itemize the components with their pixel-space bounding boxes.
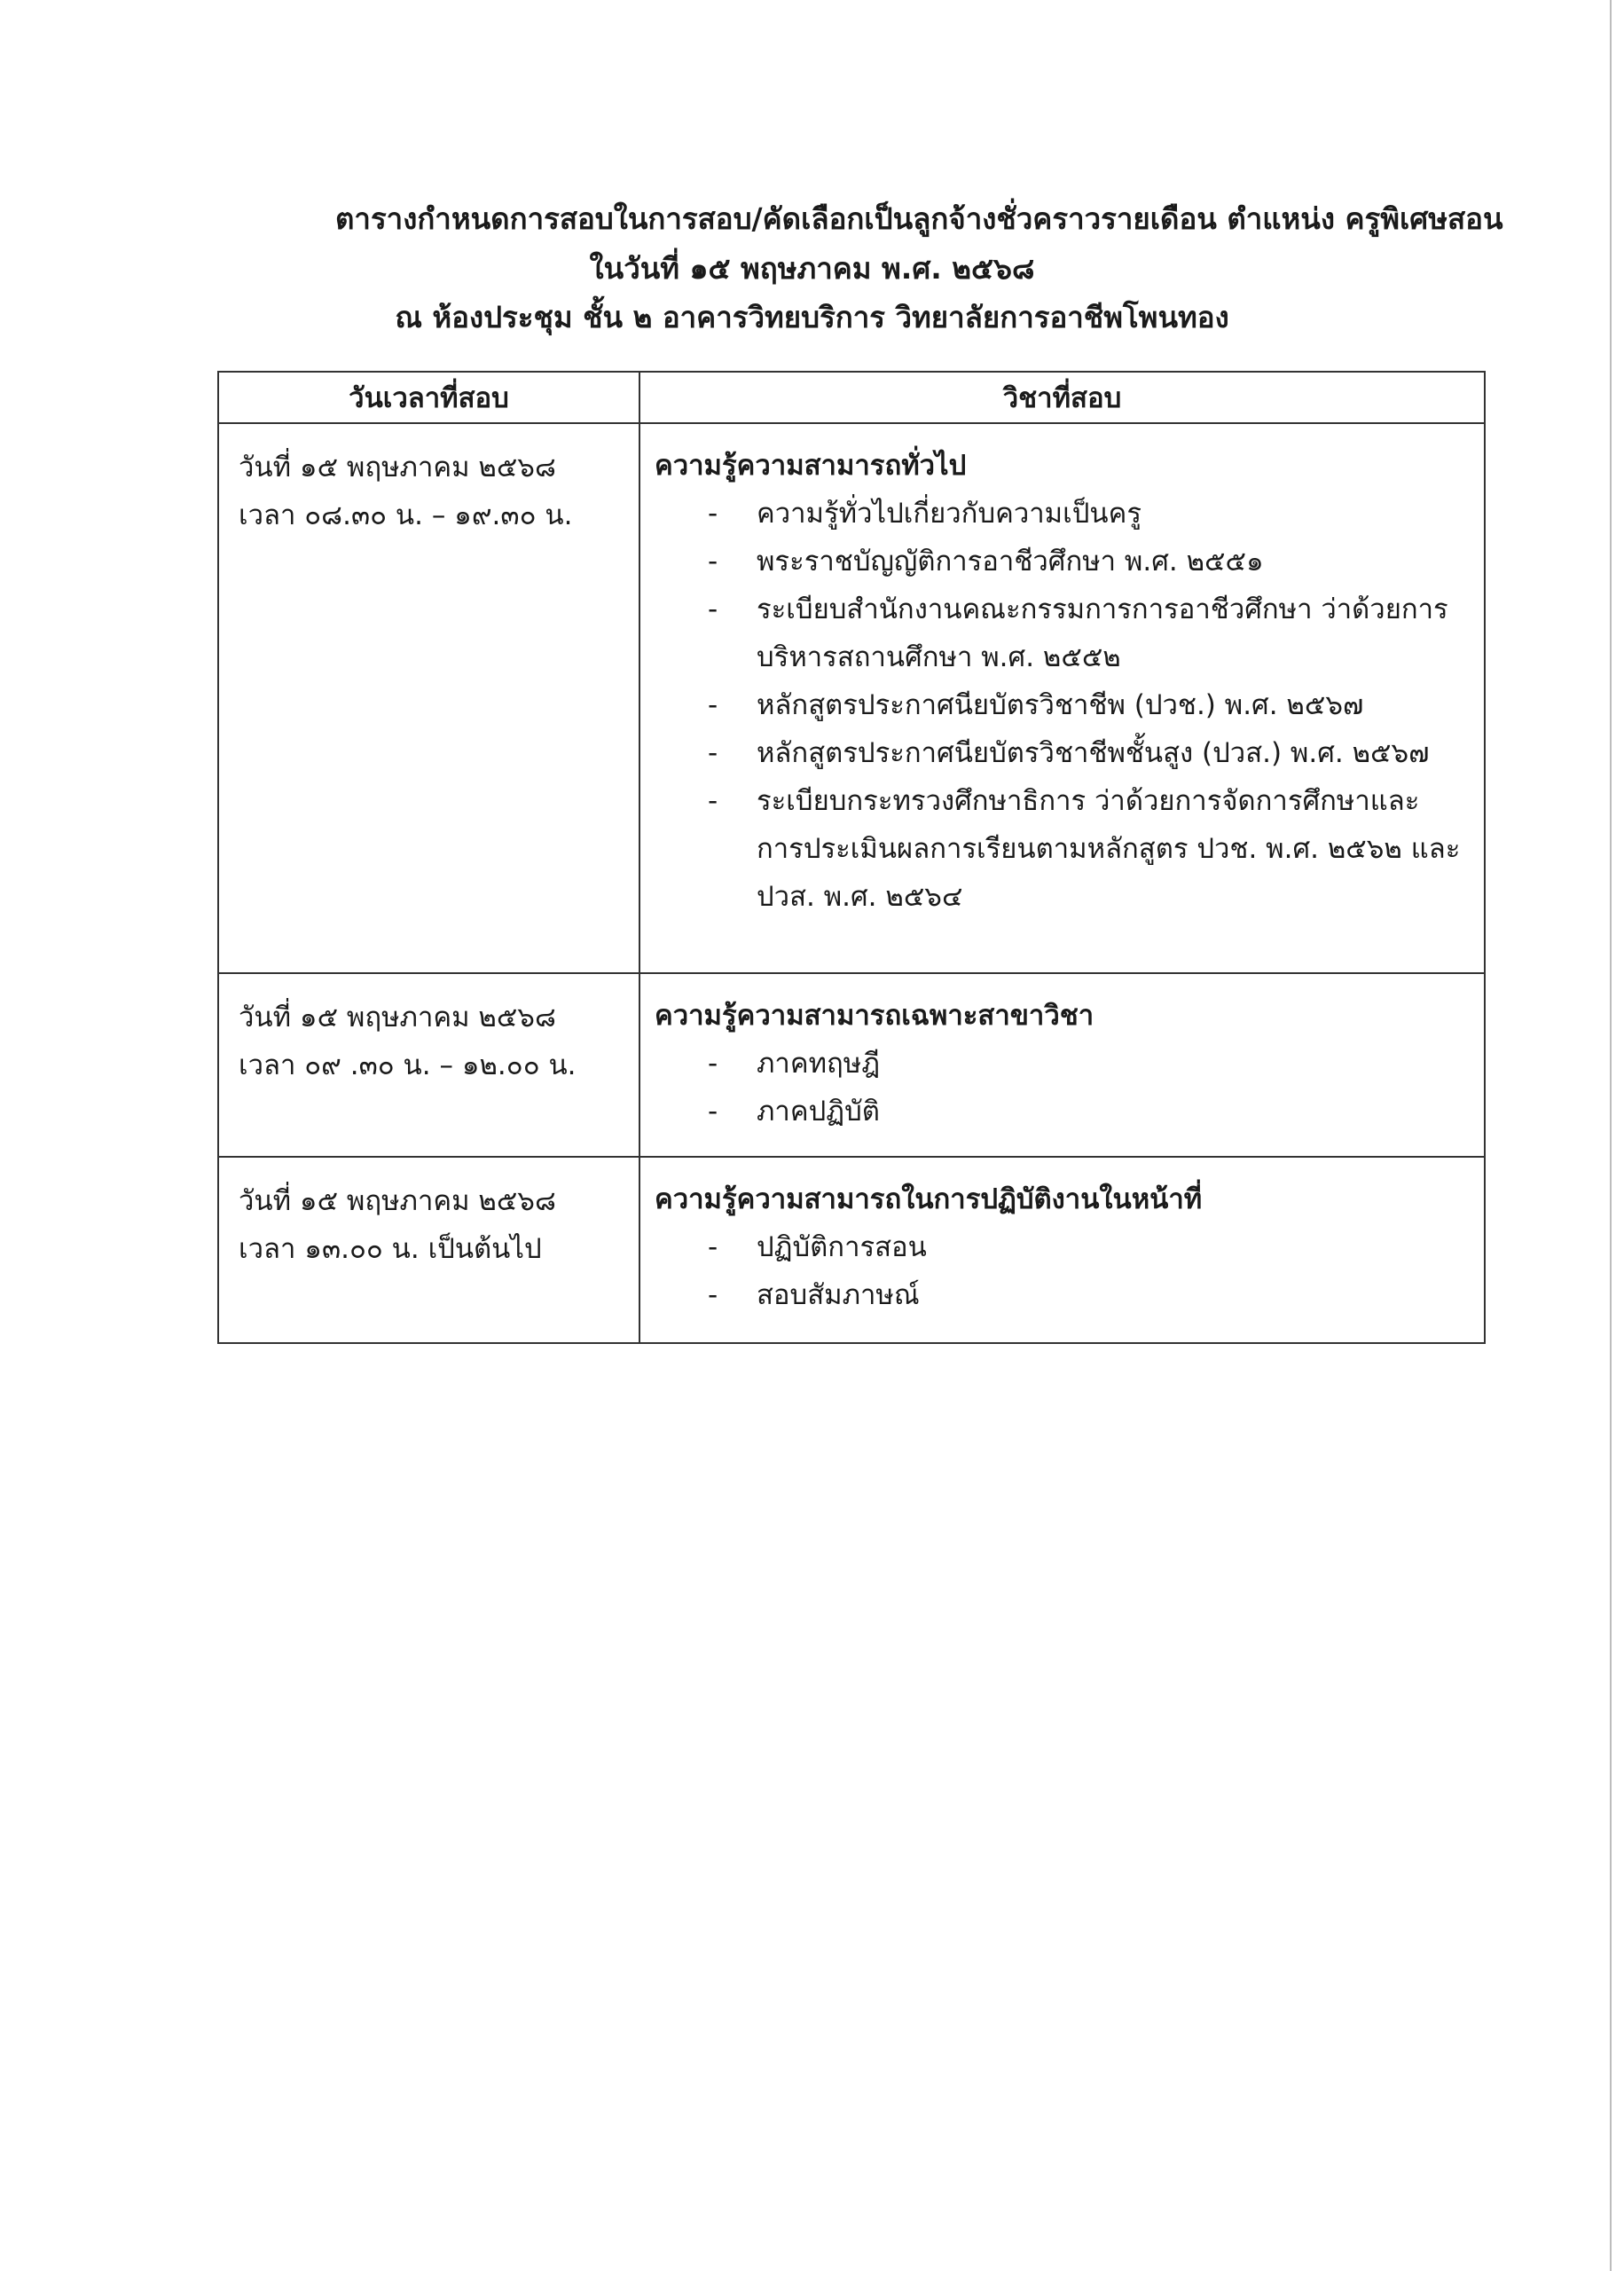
exam-date: วันที่ ๑๕ พฤษภาคม ๒๕๖๘ [239, 1002, 556, 1033]
dash-marker: - [708, 689, 718, 721]
exam-subject-cell [639, 423, 1485, 973]
exam-time: เวลา ๑๓.๐๐ น. เป็นต้นไป [239, 1233, 542, 1265]
list-item: - ระเบียบกระทรวงศึกษาธิการ ว่าด้วยการจัดการศึกษาและการประเมินผลการเรียนตามหลักสูตร ปวช. พ.ศ. ๒๕๖๒ และ ปวส. พ.ศ. ๒๕๖๔ [655, 777, 1466, 921]
exam-datetime-cell [218, 973, 639, 1157]
document-date-line: ในวันที่ ๑๕ พฤษภาคม พ.ศ. ๒๕๖๘ [589, 251, 1035, 286]
dash-marker: - [708, 593, 718, 625]
page-edge-line [1610, 0, 1612, 2271]
document-title: ตารางกำหนดการสอบในการสอบ/คัดเลือกเป็นลูกจ้างชั่วคราวรายเดือน ตำแหน่ง ครูพิเศษสอน [335, 201, 1503, 236]
exam-datetime-cell [218, 1157, 639, 1343]
table-row [218, 973, 1485, 1157]
header-exam-datetime: วันเวลาที่สอบ [218, 372, 639, 423]
dash-marker: - [708, 1279, 718, 1311]
list-item: - ภาคทฤษฎี [655, 1040, 1466, 1088]
list-item: - ระเบียบสำนักงานคณะกรรมการการอาชีวศึกษา ว่าด้วยการบริหารสถานศึกษา พ.ศ. ๒๕๕๒ [655, 585, 1466, 681]
subject-title: ความรู้ความสามารถทั่วไป [655, 450, 967, 482]
list-item: - สอบสัมภาษณ์ [655, 1271, 1466, 1319]
table-row [218, 1157, 1485, 1343]
subject-title: ความรู้ความสามารถเฉพาะสาขาวิชา [655, 1000, 1094, 1032]
dash-marker: - [708, 1231, 718, 1263]
dash-marker: - [708, 737, 718, 769]
exam-date: วันที่ ๑๕ พฤษภาคม ๒๕๖๘ [239, 1185, 556, 1217]
list-item: - หลักสูตรประกาศนียบัตรวิชาชีพชั้นสูง (ปวส.) พ.ศ. ๒๕๖๗ [655, 729, 1466, 777]
subject-item-list [655, 1223, 1466, 1319]
subject-item-list [655, 1040, 1466, 1136]
exam-subject-cell [639, 1157, 1485, 1343]
exam-date: วันที่ ๑๕ พฤษภาคม ๒๕๖๘ [239, 452, 556, 483]
list-item: - ปฏิบัติการสอน [655, 1223, 1466, 1271]
exam-schedule-table [217, 371, 1486, 1344]
exam-time: เวลา ๐๙ .๓๐ น. – ๑๒.๐๐ น. [239, 1049, 577, 1081]
list-item: - หลักสูตรประกาศนียบัตรวิชาชีพ (ปวช.) พ.ศ. ๒๕๖๗ [655, 681, 1466, 729]
dash-marker: - [708, 1096, 718, 1128]
table-header-row [218, 372, 1485, 423]
dash-marker: - [708, 1048, 718, 1080]
exam-time: เวลา ๐๘.๓๐ น. – ๑๙.๓๐ น. [239, 499, 573, 531]
subject-title: ความรู้ความสามารถในการปฏิบัติงานในหน้าที่ [655, 1183, 1203, 1215]
dash-marker: - [708, 546, 718, 578]
list-item: - ภาคปฏิบัติ [655, 1088, 1466, 1136]
header-exam-subject: วิชาที่สอบ [639, 372, 1485, 423]
list-item: - พระราชบัญญัติการอาชีวศึกษา พ.ศ. ๒๕๕๑ [655, 538, 1466, 585]
document-venue-line: ณ ห้องประชุม ชั้น ๒ อาคารวิทยบริการ วิทยาลัยการอาชีพโพนทอง [395, 300, 1229, 334]
exam-datetime-cell [218, 423, 639, 973]
table-row [218, 423, 1485, 973]
exam-subject-cell [639, 973, 1485, 1157]
list-item: - ความรู้ทั่วไปเกี่ยวกับความเป็นครู [655, 490, 1466, 538]
subject-item-list [655, 490, 1466, 921]
dash-marker: - [708, 785, 718, 817]
dash-marker: - [708, 498, 718, 530]
